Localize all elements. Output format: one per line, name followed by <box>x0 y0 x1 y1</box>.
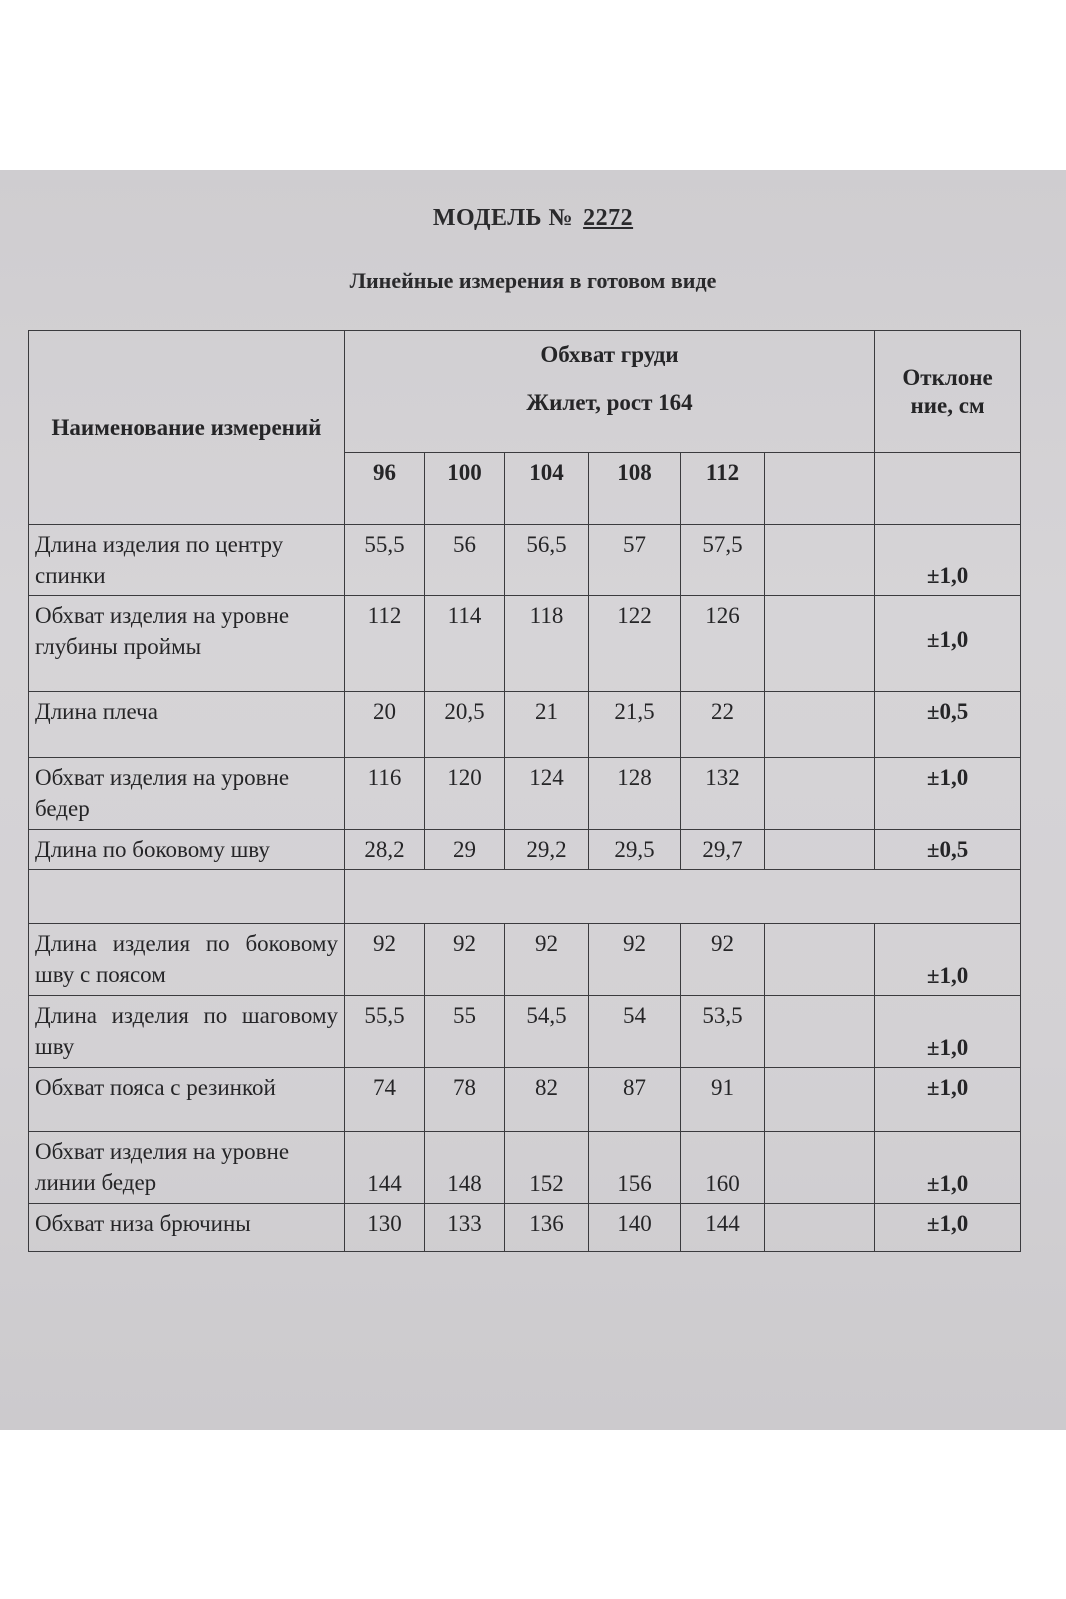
row-value: 92 <box>681 924 765 996</box>
row-name: Обхват изделия на уровне бедер <box>29 758 345 830</box>
row-value: 92 <box>425 924 505 996</box>
row-value: 122 <box>589 596 681 692</box>
row-value: 29,2 <box>505 830 589 870</box>
row-value: 144 <box>345 1132 425 1204</box>
row-value: 21,5 <box>589 692 681 758</box>
size-104: 104 <box>505 453 589 525</box>
row-name: Длина изделия по шаговому шву <box>29 996 345 1068</box>
row-value: 74 <box>345 1068 425 1132</box>
row-value: 53,5 <box>681 996 765 1068</box>
empty-cell <box>29 870 345 924</box>
size-100: 100 <box>425 453 505 525</box>
empty-cell <box>765 996 875 1068</box>
row-value: 136 <box>505 1204 589 1252</box>
row-deviation: ±1,0 <box>875 1204 1021 1252</box>
row-value: 156 <box>589 1132 681 1204</box>
table-row <box>29 596 1021 692</box>
row-deviation: ±1,0 <box>875 596 1021 692</box>
row-value: 54 <box>589 996 681 1068</box>
table-row <box>29 1068 1021 1132</box>
row-value: 20,5 <box>425 692 505 758</box>
row-value: 112 <box>345 596 425 692</box>
row-deviation: ±1,0 <box>875 924 1021 996</box>
empty-cell <box>765 453 875 525</box>
row-value: 130 <box>345 1204 425 1252</box>
row-value: 116 <box>345 758 425 830</box>
row-value: 148 <box>425 1132 505 1204</box>
row-value: 118 <box>505 596 589 692</box>
row-value: 144 <box>681 1204 765 1252</box>
row-value: 133 <box>425 1204 505 1252</box>
table-row <box>29 996 1021 1068</box>
measurements-table <box>28 330 1021 1252</box>
row-deviation: ±1,0 <box>875 1068 1021 1132</box>
table-row <box>29 525 1021 596</box>
subtitle: Линейные измерения в готовом виде <box>349 268 717 293</box>
row-value: 20 <box>345 692 425 758</box>
row-value: 29,7 <box>681 830 765 870</box>
row-deviation: ±0,5 <box>875 830 1021 870</box>
row-value: 28,2 <box>345 830 425 870</box>
size-112: 112 <box>681 453 765 525</box>
row-value: 87 <box>589 1068 681 1132</box>
row-deviation: ±1,0 <box>875 758 1021 830</box>
row-name: Обхват изделия на уровне глубины проймы <box>29 596 345 692</box>
row-value: 124 <box>505 758 589 830</box>
table-row <box>29 1132 1021 1204</box>
empty-cell <box>765 924 875 996</box>
row-deviation: ±0,5 <box>875 692 1021 758</box>
empty-cell <box>765 525 875 596</box>
empty-cell <box>765 1204 875 1252</box>
row-value: 152 <box>505 1132 589 1204</box>
row-value: 56,5 <box>505 525 589 596</box>
row-value: 29,5 <box>589 830 681 870</box>
row-value: 140 <box>589 1204 681 1252</box>
row-name: Длина изделия по боковому шву с поясом <box>29 924 345 996</box>
row-value: 54,5 <box>505 996 589 1068</box>
row-name: Длина изделия по центру спинки <box>29 525 345 596</box>
empty-cell <box>765 1132 875 1204</box>
row-value: 92 <box>589 924 681 996</box>
empty-cell <box>765 1068 875 1132</box>
model-title-label: МОДЕЛЬ № <box>432 205 574 231</box>
header-group-cell <box>345 331 875 453</box>
row-value: 132 <box>681 758 765 830</box>
row-value: 160 <box>681 1132 765 1204</box>
empty-cell <box>765 758 875 830</box>
row-value: 120 <box>425 758 505 830</box>
header-deviation-cell: Отклоне ние, см <box>875 331 1021 453</box>
header-name-cell: Наименование измерений <box>29 331 345 525</box>
header-group-line1: Обхват груди <box>540 342 679 367</box>
model-number: 2272 <box>583 205 634 231</box>
row-name: Длина плеча <box>29 692 345 758</box>
row-deviation: ±1,0 <box>875 525 1021 596</box>
row-value: 21 <box>505 692 589 758</box>
row-value: 22 <box>681 692 765 758</box>
row-name: Обхват низа брючины <box>29 1204 345 1252</box>
row-value: 82 <box>505 1068 589 1132</box>
size-96: 96 <box>345 453 425 525</box>
row-value: 56 <box>425 525 505 596</box>
table-row <box>29 1204 1021 1252</box>
empty-cell <box>765 596 875 692</box>
row-value: 78 <box>425 1068 505 1132</box>
row-value: 114 <box>425 596 505 692</box>
row-value: 55,5 <box>345 996 425 1068</box>
table-row <box>29 758 1021 830</box>
row-name: Обхват пояса с резинкой <box>29 1068 345 1132</box>
table-row <box>29 692 1021 758</box>
header-group-line2: Жилет, рост 164 <box>526 390 693 415</box>
table-row <box>29 830 1021 870</box>
empty-cell <box>765 830 875 870</box>
row-value: 91 <box>681 1068 765 1132</box>
row-value: 29 <box>425 830 505 870</box>
row-name: Обхват изделия на уровне линии бедер <box>29 1132 345 1204</box>
size-108: 108 <box>589 453 681 525</box>
row-value: 92 <box>505 924 589 996</box>
empty-cell <box>875 453 1021 525</box>
row-value: 57,5 <box>681 525 765 596</box>
row-deviation: ±1,0 <box>875 1132 1021 1204</box>
row-value: 55 <box>425 996 505 1068</box>
row-value: 128 <box>589 758 681 830</box>
empty-separator-row <box>29 870 1021 924</box>
table-row <box>29 924 1021 996</box>
row-value: 55,5 <box>345 525 425 596</box>
row-value: 92 <box>345 924 425 996</box>
row-value: 126 <box>681 596 765 692</box>
model-title <box>0 205 1066 232</box>
empty-cell <box>345 870 1021 924</box>
row-value: 57 <box>589 525 681 596</box>
row-name: Длина по боковому шву <box>29 830 345 870</box>
row-deviation: ±1,0 <box>875 996 1021 1068</box>
header-row <box>29 331 1021 453</box>
empty-cell <box>765 692 875 758</box>
